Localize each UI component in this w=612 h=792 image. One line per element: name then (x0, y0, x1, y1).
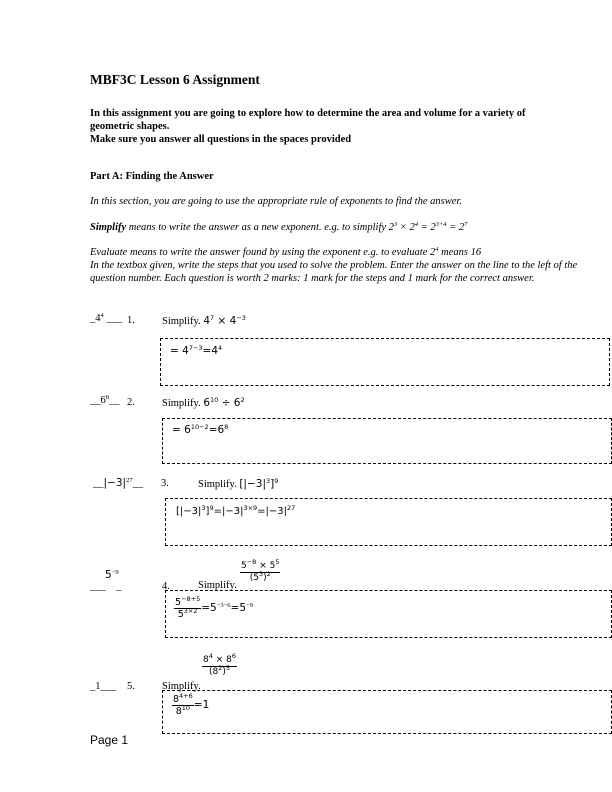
q1-number: 1. (127, 315, 135, 326)
q5-work: $\frac{8^{4+6}}{8^{10}}$ =1 (173, 692, 210, 717)
q5-answer-line[interactable]: _1___ (90, 681, 117, 692)
q4-question-fraction: $\frac{5^{-8} \times 5^5}{(5^3)^2}$ (241, 558, 280, 583)
simplify-definition: Simplify means to write the answer as a new exponent. e.g. to simplify $2^3 \times 2^4 = 2^{3+4} = 2^7$ (90, 221, 468, 233)
q4-work: $\frac{5^{-8+5}}{5^{3\times 2}}$ $=5^{-3-6}=5^{-9}$ (175, 595, 253, 620)
evaluate-end: means 16 (438, 247, 482, 258)
page-title: MBF3C Lesson 6 Assignment (90, 72, 260, 87)
intro-text (90, 107, 560, 146)
intro-line-2: Make sure you answer all questions in the spaces provided (90, 134, 352, 145)
q1-question: Simplify. $4^7 \times 4^{-3}$ (162, 314, 246, 327)
q2-answer-line[interactable]: $\_\_6^8\_\_$ (90, 394, 120, 406)
q3-question: Simplify. $[|-3|^3]^9$ (198, 477, 279, 490)
q4-answer: $5^{-9}$ (105, 569, 119, 581)
evaluate-definition: Evaluate means to write the answer found by using the exponent e.g. to evaluate $2^4$ means 16 In the textbox given, write the steps that you used to solve the problem. Enter the answer on the line to the left of the question number. Each question is worth 2 marks: 1 mark for the steps and 1 mark for the correct answer. (90, 246, 578, 284)
q1-work: = $4^{7-3}=4^4$ (170, 344, 223, 357)
evaluate-line: Evaluate means to write the answer found by using the exponent e.g. to evaluate 2 (90, 247, 436, 258)
simplify-word: Simplify (90, 222, 127, 233)
page-number: Page 1 (90, 733, 129, 747)
q4-question-label: Simplify. (198, 580, 237, 591)
q5-question-fraction: $\frac{8^4 \times 8^6}{(8^2)^5}$ (203, 652, 237, 677)
q5-question-label: Simplify. (162, 681, 201, 692)
simplify-text: means to write the answer as a new exponent. e.g. to simplify 2 (126, 222, 394, 233)
q2-number: 2. (127, 397, 135, 408)
q5-number: 5. (127, 681, 135, 692)
q4-answer-line[interactable]: ___ _ (90, 581, 122, 592)
intro-line-1: In this assignment you are going to explore how to determine the area and volume for a variety of geometric shapes. (90, 108, 526, 132)
part-a-heading: Part A: Finding the Answer (90, 171, 214, 182)
q1-work-box[interactable] (160, 338, 610, 386)
q4-work-box[interactable] (165, 590, 612, 638)
q3-work: $[|-3|^3]^9=|-3|^{3\times 9}=|-3|^{27}$ (176, 504, 296, 517)
part-a-description: In this section, you are going to use the appropriate rule of exponents to find the answer. (90, 196, 462, 207)
q3-number: 3. (161, 478, 169, 489)
q4-number: 4. (162, 581, 170, 592)
q2-question: Simplify. $6^{10} \div 6^2$ (162, 396, 245, 409)
q3-work-box[interactable] (165, 498, 612, 546)
instructions-text: In the textbox given, write the steps that you used to solve the problem. Enter the answer on the line to the left of the question number. Each question is worth 2 marks: 1 mark for the steps and 1 mark for the correct answer. (90, 260, 578, 284)
q3-answer-line[interactable]: $\_\_|-3|^{27}\_\_$ (93, 477, 144, 489)
q2-work-box[interactable] (162, 418, 612, 464)
q5-work-box[interactable] (162, 690, 612, 734)
q2-work: = $6^{10-2}=6^8$ (172, 423, 229, 436)
q1-answer-line[interactable]: $\_4^4$ ___ (90, 312, 123, 324)
